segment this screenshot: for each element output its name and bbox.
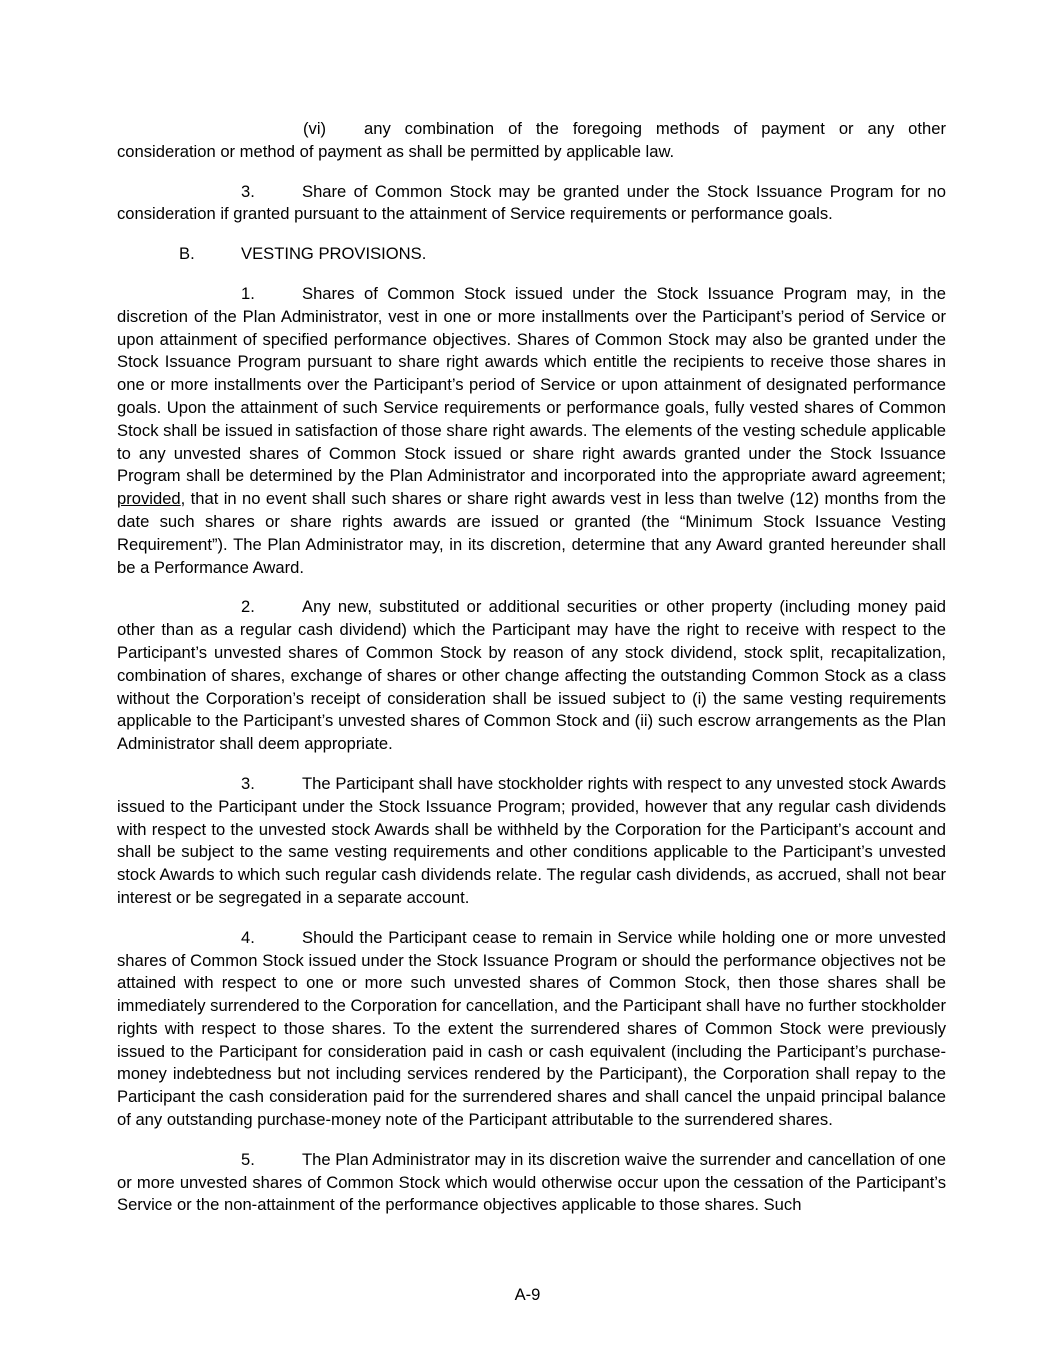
paragraph-3-label: 3. [241, 773, 255, 793]
paragraph-2-label: 2. [241, 597, 255, 617]
paragraph-3 [117, 773, 946, 910]
provided-underlined: provided [117, 489, 181, 509]
paragraph-4-text: Should the Participant cease to remain in Service while holding one or more unvested shares of Common Stock issued under the Stock Issuance Program or should the performance objectives not be attained with respect to one or more such unvested shares of Common Stock, then those shares shall be immediately surrendered to the Corporation for cancellation, and the Participant shall have no further stockholder rights with respect to those shares. To the extent the surrendered shares of Common Stock were previously issued to the Participant for consideration paid in cash or cash equivalent (including the Participant’s purchase-money indebtedness but not including services rendered by the Participant), the Corporation shall repay to the Participant the cash consideration paid for the surrendered shares and shall cancel the unpaid principal balance of any outstanding purchase-money note of the Participant attributable to the surrendered shares. [117, 927, 946, 1130]
clause-vi-label: (vi) [303, 119, 327, 138]
paragraph-1-label: 1. [241, 283, 255, 303]
paragraph-2-text: Any new, substituted or additional securities or other property (including money paid other than as a regular cash dividend) which the Participant may have the right to receive with respect to the Participant’s unvested shares of Common Stock by reason of any stock dividend, stock split, recapitalization, combination of shares, exchange of shares or other change affecting the outstanding Common Stock as a class without the Corporation’s receipt of consideration shall be issued subject to (i) the same vesting requirements applicable to the Participant’s unvested shares of Common Stock and (ii) such escrow arrangements as the Plan Administrator shall deem appropriate. [117, 597, 946, 754]
paragraph-1-text-a: Shares of Common Stock issued under the Stock Issuance Program may, in the discretion of the Plan Administrator, vest in one or more installments over the Participant’s period of Service or upon attainment of specified performance objectives. Shares of Common Stock may also be granted under the Stock Issuance Program pursuant to share right awards which entitle the recipients to receive those shares in one or more installments over the Participant’s period of Service or upon attainment of designated performance goals. Upon the attainment of such Service requirements or performance goals, fully vested shares of Common Stock shall be issued in satisfaction of those share right awards. The elements of the vesting schedule applicable to any unvested shares of Common Stock issued or share right awards granted under the Stock Issuance Program shall be determined by the Plan Administrator and incorporated into the appropriate award agreement; [117, 283, 946, 486]
clause-a3-label: 3. [241, 181, 255, 201]
paragraph-4-label: 4. [241, 927, 255, 947]
section-label: B. [179, 244, 195, 264]
paragraph-5 [117, 1149, 946, 1217]
clause-a3-text: Share of Common Stock may be granted under the Stock Issuance Program for no consideration if granted pursuant to the attainment of Service requirements or performance goals. [117, 181, 946, 224]
page-number: A-9 [514, 1285, 541, 1304]
clause-vi [117, 118, 946, 164]
paragraph-5-text: The Plan Administrator may in its discretion waive the surrender and cancellation of one or more unvested shares of Common Stock which would otherwise occur upon the cessation of the Participant’s Service or the non-attainment of the performance objectives applicable to those shares. Such [117, 1149, 946, 1215]
clause-a3 [117, 181, 946, 227]
section-title: VESTING PROVISIONS. [241, 244, 427, 264]
page-body [117, 118, 946, 1234]
paragraph-2 [117, 596, 946, 756]
paragraph-4 [117, 927, 946, 1132]
paragraph-5-label: 5. [241, 1149, 255, 1169]
paragraph-1-text-b: , that in no event shall such shares or share right awards vest in less than twelve (12) months from the date such shares or share rights awards are issued or granted (the “Minimum Stock Issuance Vesting Requirement”). The Plan Administrator may, in its discretion, determine that any Award granted hereunder shall be a Performance Award. [117, 489, 946, 577]
section-heading [179, 243, 946, 266]
paragraph-1 [117, 283, 946, 579]
paragraph-3-text: The Participant shall have stockholder rights with respect to any unvested stock Awards issued to the Participant under the Stock Issuance Program; provided, however that any regular cash dividends with respect to the unvested stock Awards shall be withheld by the Corporation for the Participant’s account and shall be subject to the same vesting requirements and other conditions applicable to the Participant’s unvested stock Awards to which such regular cash dividends relate. The regular cash dividends, as accrued, shall not bear interest or be segregated in a separate account. [117, 773, 946, 907]
clause-vi-text: any combination of the foregoing methods of payment or any other consideration or method of payment as shall be permitted by applicable law. [117, 119, 946, 161]
